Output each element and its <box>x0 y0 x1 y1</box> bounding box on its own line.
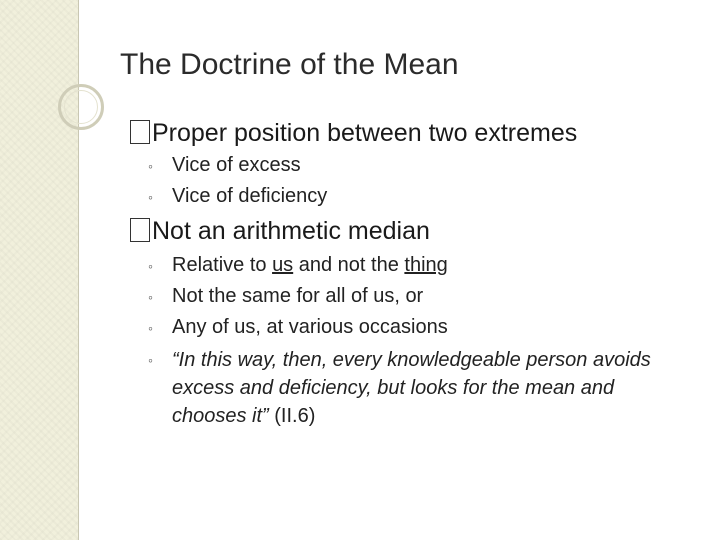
sub-bullet-text-part: Relative to <box>172 254 273 276</box>
sub-bullet-quote <box>148 346 688 430</box>
bullet-proper-position <box>130 119 577 148</box>
bullet-text: Proper position between two extremes <box>152 119 578 147</box>
circle-bullet-icon: ◦ <box>148 189 153 205</box>
sub-bullet-text: Any of us, at various occasions <box>172 316 448 338</box>
missing-glyph-bullet-icon <box>130 120 150 144</box>
sub-bullet-any-of-us <box>148 316 448 339</box>
sub-bullet-relative-to-us <box>148 254 448 277</box>
underlined-us: us <box>272 254 294 276</box>
sub-bullet-text: Vice of deficiency <box>172 185 328 207</box>
sub-bullet-deficiency <box>148 185 327 208</box>
bullet-text: Not an arithmetic median <box>152 217 430 245</box>
quote-italic: “In this way, then, every knowledgeable person avoids excess and deficiency, but looks for the mean and chooses it” <box>172 349 651 427</box>
circle-bullet-icon: ◦ <box>148 258 153 274</box>
circle-bullet-icon: ◦ <box>148 158 153 174</box>
circle-bullet-icon: ◦ <box>148 289 153 305</box>
circle-bullet-icon: ◦ <box>148 352 153 368</box>
sub-bullet-not-same <box>148 285 423 308</box>
bullet-not-arithmetic-median <box>130 217 430 246</box>
sub-bullet-text: Not the same for all of us, or <box>172 285 424 307</box>
decorative-side-strip <box>0 0 79 540</box>
circle-bullet-icon: ◦ <box>148 320 153 336</box>
sub-bullet-text-part: and not the <box>293 254 405 276</box>
ring-inner-decoration-icon <box>64 90 98 124</box>
slide-title: The Doctrine of the Mean <box>120 48 459 81</box>
quote-reference: (II.6) <box>268 405 316 427</box>
missing-glyph-bullet-icon <box>130 218 150 242</box>
sub-bullet-excess <box>148 154 301 177</box>
sub-bullet-text: Vice of excess <box>172 154 301 176</box>
quote-text <box>172 346 688 430</box>
underlined-thing: thing <box>404 254 448 276</box>
